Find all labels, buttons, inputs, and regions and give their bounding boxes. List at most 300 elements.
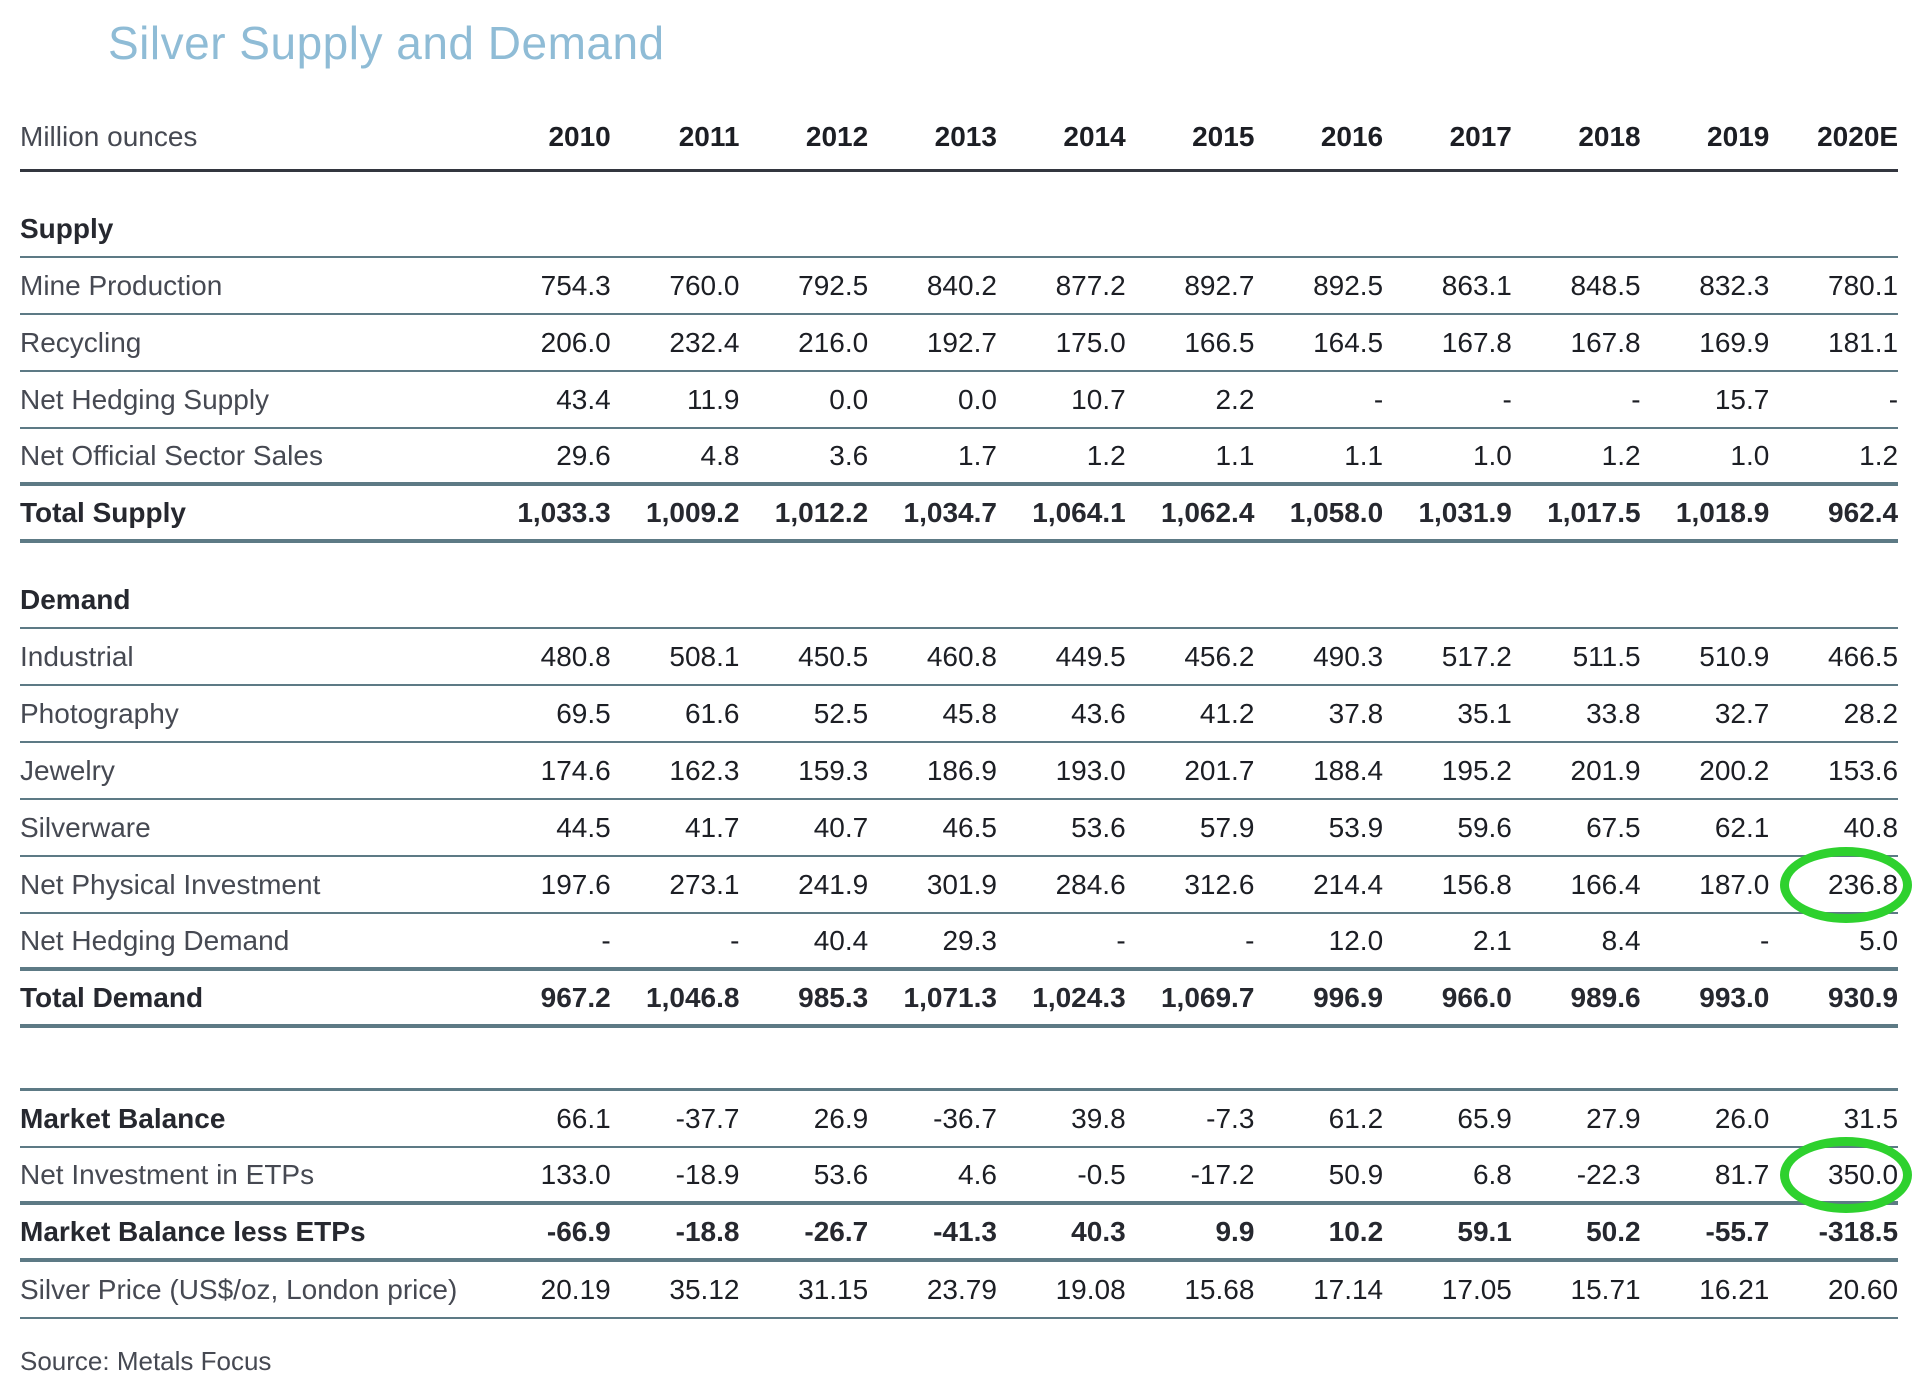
value-cell	[1641, 497, 1770, 529]
value-cell	[868, 327, 997, 359]
value-text: 37.8	[1328, 697, 1384, 729]
value-text: 175.0	[1055, 326, 1126, 358]
source-note: Source: Metals Focus	[20, 1346, 272, 1376]
value-cell	[1641, 440, 1770, 472]
value-text: 17.14	[1313, 1273, 1384, 1305]
year-header: 2014	[1063, 121, 1126, 152]
table-row	[20, 1262, 1898, 1319]
value-cell	[868, 869, 997, 901]
table-row	[20, 315, 1898, 372]
value-cell	[868, 1216, 997, 1248]
value-text: 153.6	[1828, 754, 1899, 786]
value-cell	[997, 1159, 1126, 1191]
year-header: 2019	[1707, 121, 1770, 152]
value-cell	[611, 1274, 740, 1306]
value-cell	[1769, 982, 1898, 1014]
value-text: 59.1	[1457, 1215, 1512, 1247]
value-cell	[1641, 812, 1770, 844]
value-cell	[739, 982, 868, 1014]
value-cell	[482, 1274, 611, 1306]
value-text: 985.3	[798, 981, 869, 1013]
value-text: 200.2	[1699, 754, 1770, 786]
value-cell	[1641, 641, 1770, 673]
year-header: 2013	[934, 121, 997, 152]
year-header: 2020E	[1817, 121, 1899, 152]
row-label: Market Balance	[20, 1102, 226, 1134]
value-text: 67.5	[1586, 811, 1641, 843]
value-text: 35.12	[669, 1273, 740, 1305]
value-text: 1.0	[1472, 439, 1512, 471]
value-cell	[1769, 384, 1898, 416]
value-cell	[1512, 270, 1641, 302]
value-cell	[1383, 270, 1512, 302]
value-cell	[1641, 1159, 1770, 1191]
value-text: 33.8	[1586, 697, 1641, 729]
value-text: 930.9	[1828, 981, 1899, 1013]
value-text: 460.8	[926, 640, 997, 672]
value-text: 962.4	[1828, 496, 1899, 528]
value-text: -	[730, 924, 740, 956]
value-cell	[1383, 698, 1512, 730]
value-cell	[1383, 1216, 1512, 1248]
value-cell	[1383, 812, 1512, 844]
value-cell	[482, 869, 611, 901]
value-cell	[997, 698, 1126, 730]
value-text: 59.6	[1457, 811, 1512, 843]
value-cell	[1769, 1216, 1898, 1248]
row-label: Silver Price (US$/oz, London price)	[20, 1273, 458, 1305]
value-cell	[1512, 497, 1641, 529]
value-cell	[1254, 1216, 1383, 1248]
value-text: 780.1	[1828, 269, 1899, 301]
value-text: 967.2	[540, 981, 611, 1013]
value-text: 1,033.3	[517, 496, 611, 528]
value-text: -	[1245, 924, 1255, 956]
value-cell	[868, 698, 997, 730]
value-text: 4.6	[958, 1158, 997, 1190]
value-text: 840.2	[926, 269, 997, 301]
value-text: 966.0	[1441, 981, 1512, 1013]
value-text: 133.0	[540, 1158, 611, 1190]
value-text: 993.0	[1699, 981, 1770, 1013]
table-row	[20, 857, 1898, 914]
value-text: 490.3	[1313, 640, 1384, 672]
value-text: 181.1	[1828, 326, 1899, 358]
value-cell	[482, 1216, 611, 1248]
value-text: 186.9	[926, 754, 997, 786]
value-text: 28.2	[1843, 697, 1899, 729]
value-text: 206.0	[540, 326, 611, 358]
value-text: 214.4	[1313, 868, 1384, 900]
value-text: 6.8	[1472, 1158, 1512, 1190]
value-cell	[739, 869, 868, 901]
value-text: 236.8	[1828, 868, 1899, 900]
value-text: 26.9	[813, 1102, 869, 1134]
value-cell	[1641, 982, 1770, 1014]
value-cell	[1254, 1159, 1383, 1191]
year-header: 2015	[1192, 121, 1255, 152]
value-cell	[1254, 440, 1383, 472]
value-text: 65.9	[1457, 1102, 1512, 1134]
table-row	[20, 629, 1898, 686]
value-cell	[611, 698, 740, 730]
row-label: Silverware	[20, 811, 151, 843]
value-cell	[1641, 1103, 1770, 1135]
value-text: 848.5	[1570, 269, 1641, 301]
value-cell	[611, 384, 740, 416]
value-cell	[1641, 1216, 1770, 1248]
value-text: 12.0	[1328, 924, 1384, 956]
row-label: Market Balance less ETPs	[20, 1215, 366, 1247]
value-cell	[1126, 641, 1255, 673]
value-text: 35.1	[1457, 697, 1512, 729]
value-cell	[739, 925, 868, 957]
value-cell	[739, 641, 868, 673]
value-cell	[739, 1103, 868, 1135]
value-text: 10.7	[1071, 383, 1126, 415]
value-text: 1,031.9	[1418, 496, 1512, 528]
value-cell	[1769, 925, 1898, 957]
value-cell	[1512, 1103, 1641, 1135]
value-cell	[1383, 440, 1512, 472]
value-cell	[1254, 925, 1383, 957]
value-text: 4.8	[700, 439, 740, 471]
value-cell	[1254, 698, 1383, 730]
value-text: 1.1	[1344, 439, 1384, 471]
value-cell	[868, 982, 997, 1014]
value-cell	[482, 440, 611, 472]
value-text: 156.8	[1441, 868, 1512, 900]
value-cell	[1512, 869, 1641, 901]
value-cell	[739, 698, 868, 730]
row-label: Net Official Sector Sales	[20, 439, 323, 471]
value-cell	[739, 327, 868, 359]
value-cell	[1641, 755, 1770, 787]
value-text: -7.3	[1206, 1102, 1255, 1134]
value-cell	[1383, 641, 1512, 673]
value-text: 877.2	[1055, 269, 1126, 301]
value-text: -18.9	[675, 1158, 740, 1190]
value-text: 20.60	[1828, 1273, 1899, 1305]
value-text: 1,009.2	[646, 496, 740, 528]
value-cell	[739, 384, 868, 416]
value-text: 1.0	[1730, 439, 1770, 471]
value-text: 1,058.0	[1289, 496, 1384, 528]
value-cell	[997, 497, 1126, 529]
value-text: 16.21	[1699, 1273, 1770, 1305]
value-cell	[997, 384, 1126, 416]
value-text: 892.5	[1313, 269, 1384, 301]
value-cell	[1769, 270, 1898, 302]
value-cell	[611, 925, 740, 957]
value-cell	[1254, 327, 1383, 359]
value-text: 450.5	[798, 640, 869, 672]
value-text: 201.9	[1570, 754, 1641, 786]
value-cell	[1383, 755, 1512, 787]
value-text: 62.1	[1714, 811, 1770, 843]
value-text: 517.2	[1441, 640, 1512, 672]
value-cell	[997, 812, 1126, 844]
value-text: 1,024.3	[1032, 981, 1126, 1013]
table-row	[20, 686, 1898, 743]
value-cell	[1769, 327, 1898, 359]
value-cell	[997, 641, 1126, 673]
value-cell	[482, 1159, 611, 1191]
table-row	[20, 486, 1898, 543]
value-cell	[1383, 1274, 1512, 1306]
value-text: 41.2	[1199, 697, 1255, 729]
value-cell	[1769, 698, 1898, 730]
value-cell	[739, 497, 868, 529]
value-cell	[611, 641, 740, 673]
value-text: 43.4	[556, 383, 611, 415]
value-text: 511.5	[1572, 640, 1641, 672]
value-text: 0.0	[958, 383, 997, 415]
value-cell	[1769, 869, 1898, 901]
value-cell	[997, 869, 1126, 901]
value-cell	[739, 270, 868, 302]
value-text: 193.0	[1055, 754, 1126, 786]
year-header: 2017	[1449, 121, 1512, 152]
value-text: 66.1	[556, 1102, 611, 1134]
value-text: 312.6	[1184, 868, 1255, 900]
value-text: -	[601, 924, 611, 956]
value-text: 46.5	[942, 811, 997, 843]
value-text: -18.8	[675, 1215, 740, 1247]
value-text: 301.9	[926, 868, 997, 900]
value-cell	[1383, 1159, 1512, 1191]
value-cell	[1512, 925, 1641, 957]
value-text: 1,071.3	[903, 981, 997, 1013]
value-text: 53.6	[813, 1158, 869, 1190]
value-text: 167.8	[1441, 326, 1512, 358]
value-text: 174.6	[540, 754, 611, 786]
year-header: 2018	[1578, 121, 1641, 152]
page-title: Silver Supply and Demand	[108, 17, 665, 69]
value-cell	[482, 327, 611, 359]
value-cell	[868, 440, 997, 472]
value-text: 29.3	[942, 924, 997, 956]
value-cell	[1254, 755, 1383, 787]
value-text: -	[1631, 383, 1641, 415]
value-text: -36.7	[933, 1102, 997, 1134]
value-cell	[1126, 1103, 1255, 1135]
value-cell	[482, 270, 611, 302]
table-row	[20, 429, 1898, 486]
value-text: 50.2	[1586, 1215, 1641, 1247]
value-text: -	[1373, 383, 1384, 415]
table-row	[20, 1205, 1898, 1262]
value-text: 449.5	[1055, 640, 1126, 672]
value-cell	[1512, 812, 1641, 844]
value-cell	[1126, 812, 1255, 844]
value-text: 1.7	[958, 439, 997, 471]
value-cell	[1254, 812, 1383, 844]
value-text: 1,064.1	[1032, 496, 1126, 528]
value-text: 1.2	[1859, 439, 1899, 471]
value-cell	[997, 925, 1126, 957]
value-cell	[739, 1274, 868, 1306]
value-cell	[1126, 270, 1255, 302]
value-text: -	[1502, 383, 1512, 415]
value-cell	[1126, 1274, 1255, 1306]
value-text: 52.5	[813, 697, 869, 729]
value-text: 32.7	[1714, 697, 1770, 729]
value-text: -318.5	[1818, 1215, 1899, 1247]
value-text: 480.8	[540, 640, 611, 672]
value-cell	[868, 384, 997, 416]
table-row	[20, 258, 1898, 315]
row-label: Mine Production	[20, 269, 223, 301]
value-cell	[868, 270, 997, 302]
year-header: 2010	[548, 121, 611, 152]
value-cell	[1383, 327, 1512, 359]
value-cell	[868, 812, 997, 844]
value-text: 1,018.9	[1675, 496, 1770, 528]
value-text: 3.6	[829, 439, 869, 471]
value-text: 40.3	[1071, 1215, 1126, 1247]
value-cell	[1512, 440, 1641, 472]
value-cell	[1512, 641, 1641, 673]
value-cell	[1512, 698, 1641, 730]
row-label: Industrial	[20, 640, 134, 672]
row-label: Net Physical Investment	[20, 868, 321, 900]
value-cell	[739, 1216, 868, 1248]
table-row	[20, 1091, 1898, 1148]
value-text: 832.3	[1699, 269, 1770, 301]
table-section	[20, 572, 1898, 1028]
value-text: 26.0	[1714, 1102, 1770, 1134]
table-row	[20, 372, 1898, 429]
value-cell	[1383, 869, 1512, 901]
value-cell	[482, 925, 611, 957]
value-cell	[739, 812, 868, 844]
value-cell	[997, 440, 1126, 472]
value-cell	[1769, 812, 1898, 844]
value-cell	[1254, 982, 1383, 1014]
value-text: 50.9	[1328, 1158, 1384, 1190]
value-cell	[482, 812, 611, 844]
value-text: 1,012.2	[774, 496, 869, 528]
value-cell	[1254, 869, 1383, 901]
value-text: 0.0	[829, 383, 869, 415]
value-text: -26.7	[804, 1215, 869, 1247]
value-text: 996.9	[1313, 981, 1384, 1013]
value-text: 166.4	[1570, 868, 1641, 900]
value-cell	[1641, 384, 1770, 416]
value-text: 61.6	[684, 697, 740, 729]
value-text: 195.2	[1441, 754, 1512, 786]
table-body	[20, 201, 1898, 1319]
value-cell	[482, 698, 611, 730]
value-text: 15.71	[1570, 1273, 1641, 1305]
row-label: Jewelry	[20, 754, 115, 786]
value-cell	[868, 497, 997, 529]
value-text: 61.2	[1328, 1102, 1384, 1134]
value-text: 40.8	[1843, 811, 1899, 843]
value-text: 167.8	[1570, 326, 1641, 358]
value-text: 2.2	[1215, 383, 1255, 415]
value-cell	[611, 1103, 740, 1135]
table-section	[20, 1088, 1898, 1319]
value-text: -66.9	[546, 1215, 611, 1247]
value-text: 2.1	[1472, 924, 1512, 956]
value-text: 9.9	[1215, 1215, 1255, 1247]
value-cell	[1126, 440, 1255, 472]
value-text: 40.4	[813, 924, 869, 956]
value-cell	[1126, 869, 1255, 901]
value-cell	[482, 1103, 611, 1135]
value-text: 892.7	[1184, 269, 1255, 301]
table-row	[20, 743, 1898, 800]
value-cell	[1641, 1274, 1770, 1306]
value-cell	[997, 755, 1126, 787]
value-text: 241.9	[798, 868, 869, 900]
row-label: Photography	[20, 697, 179, 729]
value-cell	[868, 1159, 997, 1191]
value-text: -	[1116, 924, 1126, 956]
value-cell	[997, 982, 1126, 1014]
unit-label: Million ounces	[20, 121, 198, 152]
value-cell	[1769, 497, 1898, 529]
value-text: 989.6	[1570, 981, 1641, 1013]
value-text: 20.19	[540, 1273, 611, 1305]
value-cell	[1126, 698, 1255, 730]
value-cell	[611, 270, 740, 302]
value-cell	[611, 440, 740, 472]
value-cell	[1254, 641, 1383, 673]
table-row	[20, 800, 1898, 857]
value-text: 39.8	[1071, 1102, 1126, 1134]
value-cell	[611, 982, 740, 1014]
value-cell	[611, 327, 740, 359]
value-cell	[868, 1274, 997, 1306]
value-text: 53.9	[1328, 811, 1384, 843]
table-row	[20, 914, 1898, 971]
value-cell	[1769, 1159, 1898, 1191]
year-header: 2012	[805, 121, 869, 152]
value-text: 456.2	[1184, 640, 1255, 672]
value-cell	[868, 925, 997, 957]
value-cell	[1769, 1103, 1898, 1135]
value-text: 17.05	[1441, 1273, 1512, 1305]
value-text: 41.7	[684, 811, 740, 843]
value-text: 19.08	[1055, 1273, 1126, 1305]
value-cell	[1512, 982, 1641, 1014]
value-cell	[1254, 270, 1383, 302]
value-text: 166.5	[1184, 326, 1255, 358]
value-text: 508.1	[669, 640, 740, 672]
value-cell	[1383, 982, 1512, 1014]
value-text: -22.3	[1576, 1158, 1641, 1190]
value-cell	[611, 812, 740, 844]
value-cell	[482, 755, 611, 787]
value-cell	[611, 1159, 740, 1191]
value-text: 1,069.7	[1160, 981, 1255, 1013]
value-cell	[739, 440, 868, 472]
value-text: 792.5	[798, 269, 869, 301]
value-cell	[482, 497, 611, 529]
value-text: 192.7	[926, 326, 997, 358]
table-row	[20, 971, 1898, 1028]
value-text: -	[1760, 924, 1770, 956]
value-cell	[1254, 1274, 1383, 1306]
value-cell	[1383, 1103, 1512, 1135]
value-text: 169.9	[1699, 326, 1770, 358]
value-text: 1,046.8	[646, 981, 740, 1013]
value-text: 466.5	[1828, 640, 1899, 672]
row-label: Total Supply	[20, 496, 186, 528]
